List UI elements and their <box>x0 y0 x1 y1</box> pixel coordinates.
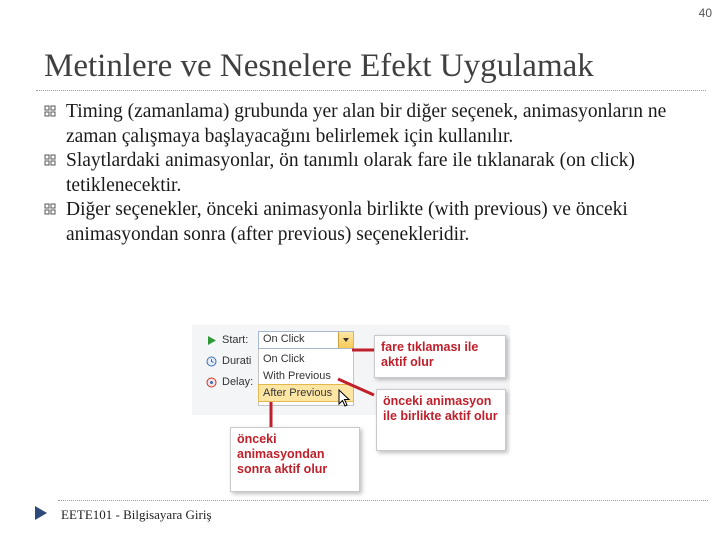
start-label: Start: <box>222 334 249 346</box>
slide-title: Metinlere ve Nesnelere Efekt Uygulamak <box>44 48 594 84</box>
bullet-text: Timing (zamanlama) grubunda yer alan bir diğer seçenek, animasyonların ne zaman çalışmaya başlayacağını belirlemek için kullanılır. <box>66 101 667 147</box>
start-dropdown-value: On Click <box>263 333 305 345</box>
page-number: 40 <box>698 6 712 20</box>
footer-text: EETE101 - Bilgisayara Giriş <box>61 507 212 522</box>
bullet-text: Diğer seçenekler, önceki animasyonla birlikte (with previous) ve önceki animasyondan sonra (after previous) seçenekleridir. <box>66 199 628 245</box>
footer-divider <box>58 500 708 501</box>
callout-with-previous: önceki animasyon ile birlikte aktif olur <box>376 389 506 451</box>
option-after-previous[interactable]: After Previous <box>259 385 353 401</box>
callout-on-click: fare tıklaması ile aktif olur <box>374 335 506 378</box>
bullet-text: Slaytlardaki animasyonlar, ön tanımlı olarak fare ile tıklanarak (on click) tetiklenecektir. <box>66 150 635 196</box>
option-with-previous[interactable]: With Previous <box>263 370 331 382</box>
duration-label: Durati <box>222 355 252 367</box>
delay-label: Delay: <box>222 376 254 388</box>
option-on-click[interactable]: On Click <box>263 353 305 365</box>
callout-after-previous: önceki animasyondan sonra aktif olur <box>230 427 360 492</box>
footer-arrow-icon <box>34 505 48 521</box>
